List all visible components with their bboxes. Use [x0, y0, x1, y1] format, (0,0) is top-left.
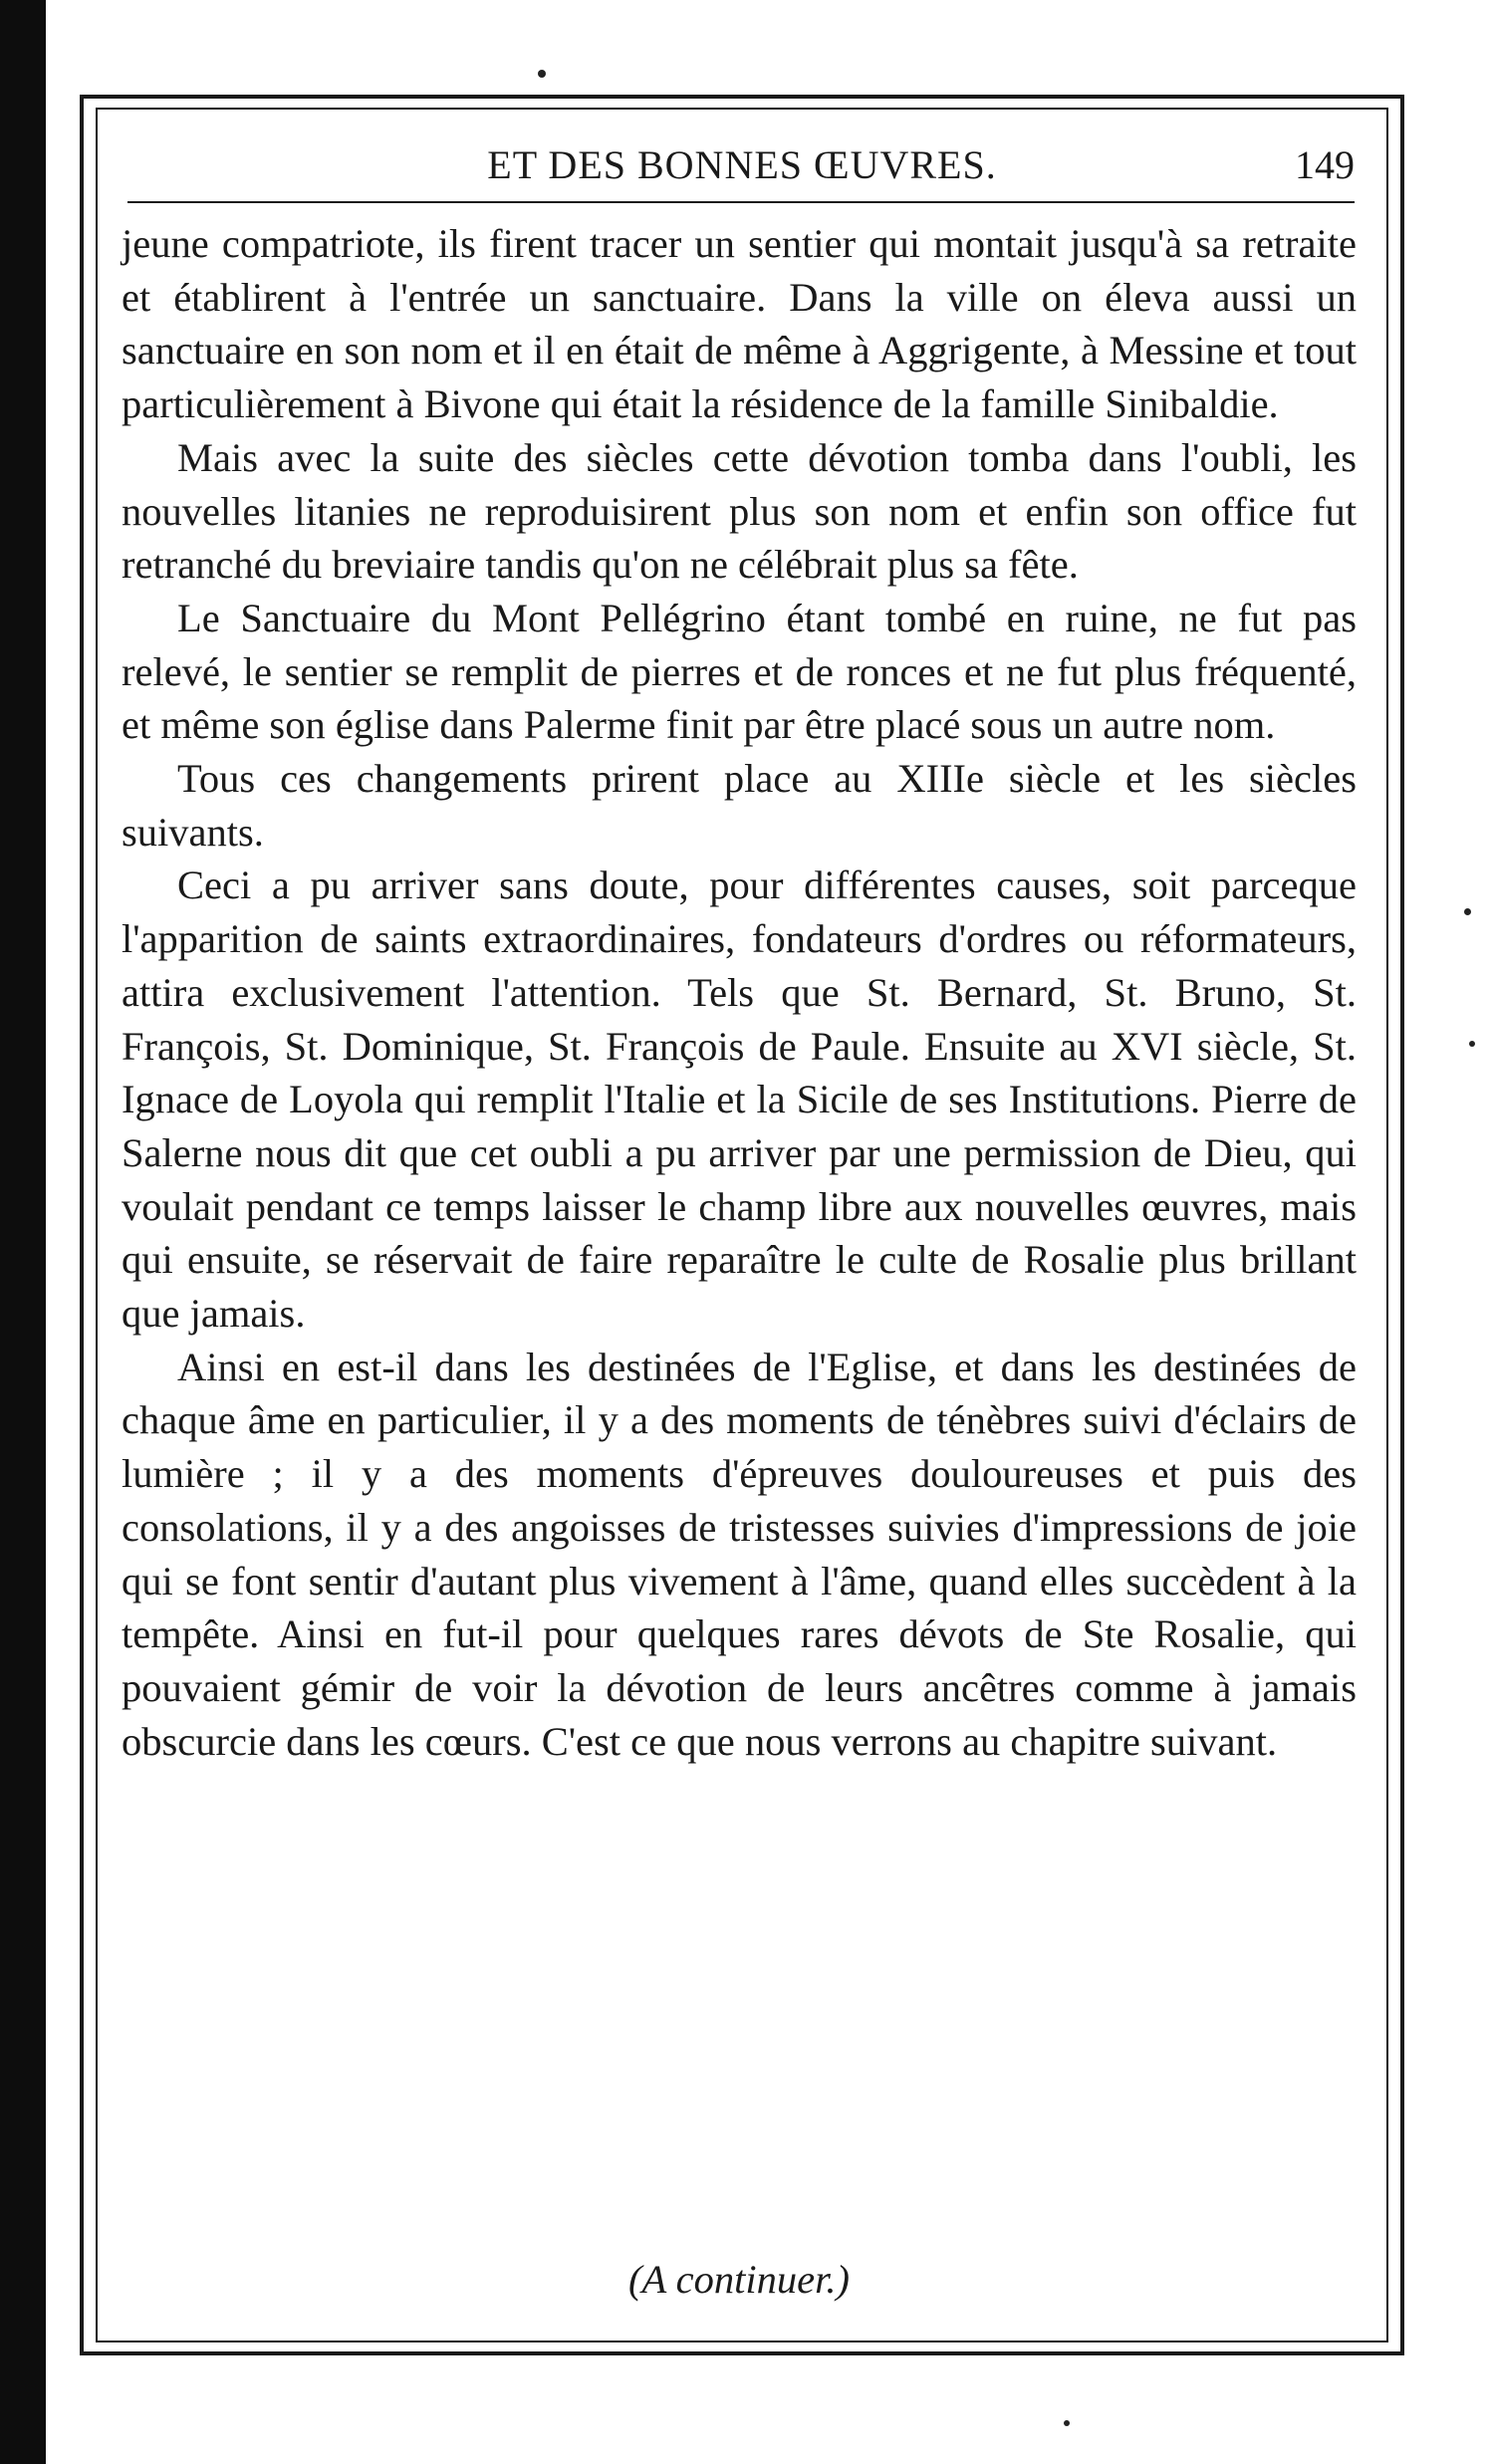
scan-edge [0, 0, 46, 2464]
paragraph: Ainsi en est-il dans les destinées de l'Eglise, et dans les destinées de chaque âme en particulier, il y a des moments de ténèbres suivi d'éclairs de lumière ; il y a des moments d'épreuves douloureuses et puis des consolations, il y a des angoisses de tristesses suivies d'impressions de joie qui se font sentir d'autant plus vivement à l'âme, quand elles succèdent à la tempête. Ainsi en fut-il pour quelques rares dévots de Ste Rosalie, qui pouvaient gémir de voir la dévotion de leurs ancêtres comme à jamais obscurcie dans les cœurs. C'est ce que nous verrons au chapitre suivant. [122, 1344, 1357, 1764]
running-head [120, 137, 1365, 197]
page-number: 149 [1295, 142, 1355, 187]
body-text [122, 217, 1357, 1768]
ink-speck [1064, 2420, 1070, 2426]
paragraph: Ceci a pu arriver sans doute, pour différentes causes, soit parceque l'apparition de saints extraordinaires, fondateurs d'ordres ou réformateurs, attira exclusivement l'attention. Tels que St. Bernard, St. Bruno, St. François, St. Dominique, St. François de Paule. Ensuite au XVI siècle, St. Ignace de Loyola qui remplit l'Italie et la Sicile de ses Institutions. Pierre de Salerne nous dit que cet oubli a pu arriver par une permission de Dieu, qui voulait pendant ce temps laisser le champ libre aux nouvelles œuvres, mais qui ensuite, se réservait de faire reparaître le culte de Rosalie plus brillant que jamais. [122, 862, 1357, 1337]
ink-speck [1464, 908, 1471, 915]
paragraph: Mais avec la suite des siècles cette dévotion tomba dans l'oubli, les nouvelles litanies ne reproduisirent plus son nom et enfin son office fut retranché du breviaire tandis qu'on ne célébrait plus sa fête. [122, 434, 1357, 588]
ink-speck [538, 70, 546, 78]
paragraph: jeune compatriote, ils firent tracer un sentier qui montait jusqu'à sa retraite et établirent à l'entrée un sanctuaire. Dans la ville on éleva aussi un sanctuaire en son nom et il en était de même à Aggrigente, à Messine et tout particulièrement à Bivone qui était la résidence de la famille Sinibaldie. [122, 221, 1357, 427]
paragraph: Tous ces changements prirent place au XIIIe siècle et les siècles suivants. [122, 756, 1357, 855]
running-title: ET DES BONNES ŒUVRES. [487, 142, 997, 187]
paragraph: Le Sanctuaire du Mont Pellégrino étant tombé en ruine, ne fut pas relevé, le sentier se remplit de pierres et de ronces et ne fut plus fréquenté, et même son église dans Palerme finit par être placé sous un autre nom. [122, 595, 1357, 748]
continuation-note: (A continuer.) [628, 2257, 850, 2302]
ink-speck [1469, 1041, 1475, 1047]
header-rule [127, 201, 1355, 203]
